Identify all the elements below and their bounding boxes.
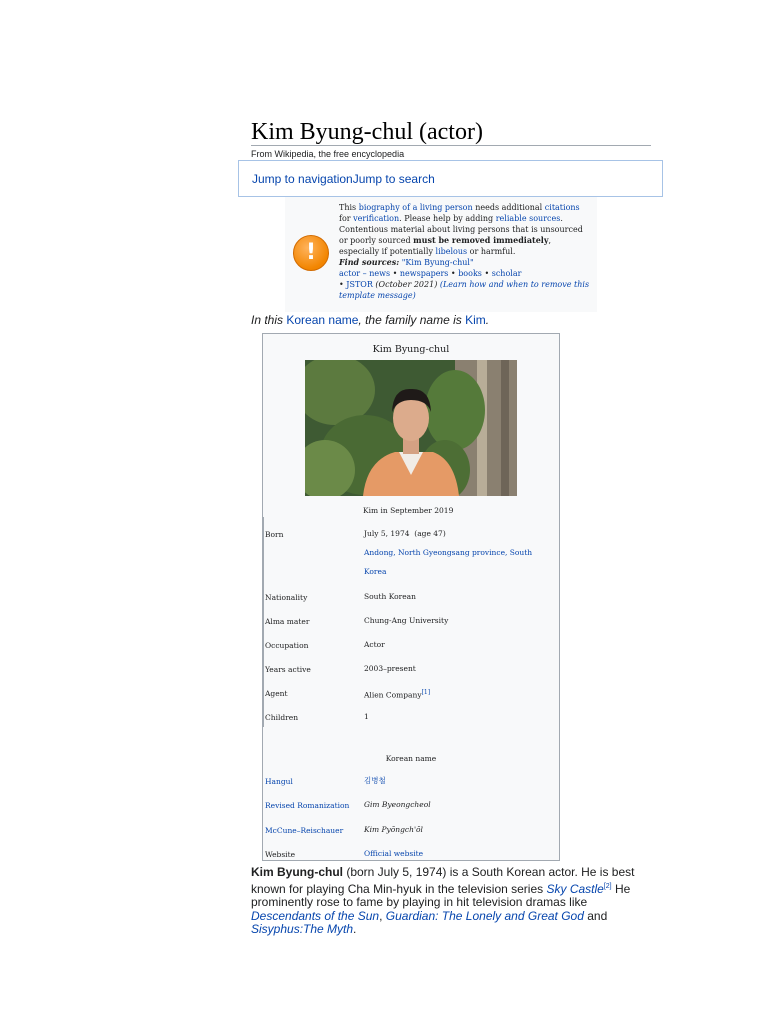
jump-links	[252, 172, 435, 186]
hatnote-text: , the family name is	[358, 313, 466, 327]
nationality-label: Nationality	[265, 593, 308, 602]
occupation-value: Actor	[364, 640, 385, 649]
verification-link[interactable]: verification	[353, 214, 400, 223]
descendants-of-the-sun-link[interactable]	[251, 909, 379, 923]
hatnote-text: .	[485, 313, 490, 327]
notice-text-part: . Please help by adding	[399, 214, 496, 223]
infobox	[262, 333, 560, 861]
lead-text: ,	[379, 908, 386, 923]
photo-caption: Kim in September 2019	[363, 506, 454, 515]
korean-name-link[interactable]: Korean name	[286, 313, 359, 327]
libelous-link[interactable]: libelous	[435, 247, 468, 256]
born-date: July 5, 1974	[364, 529, 410, 538]
occupation-label: Occupation	[265, 641, 309, 650]
children-label: Children	[265, 713, 299, 722]
notice-date: (October 2021)	[375, 280, 438, 289]
page-title: Kim Byung-chul (actor)	[251, 119, 483, 145]
bullet: •	[339, 280, 347, 289]
infobox-divider-right	[559, 517, 560, 727]
bullet: •	[448, 269, 459, 278]
jump-to-navigation-link[interactable]: Jump to navigation	[252, 172, 353, 186]
lead-text: and	[583, 908, 608, 923]
sky-castle-link[interactable]	[546, 882, 603, 896]
alma-mater-value: Chung-Ang University	[364, 616, 449, 625]
notice-text-part: . Contentious material about living persons that is unsourced or poorly sourced	[339, 214, 583, 245]
born-value	[364, 524, 554, 581]
maintenance-notice	[285, 197, 597, 312]
find-sources-label: Find sources:	[339, 257, 400, 267]
sisyphus-title: Sisyphus:The Myth	[251, 922, 354, 936]
nationality-value: South Korean	[364, 592, 416, 601]
kim-link[interactable]: Kim	[465, 313, 486, 327]
portrait-photo[interactable]	[305, 360, 517, 496]
lead-text: .	[353, 922, 357, 936]
sisyphus-link[interactable]	[251, 922, 353, 936]
jstor-link[interactable]: JSTOR	[346, 280, 373, 289]
descendants-title: Descendants of the Sun	[251, 908, 380, 923]
notice-text-part: This	[339, 203, 359, 212]
books-link[interactable]: books	[458, 269, 482, 278]
agent-label: Agent	[265, 689, 288, 698]
find-actor-link[interactable]: actor	[339, 269, 361, 278]
years-active-label: Years active	[265, 665, 311, 674]
learn-more-link[interactable]: (Learn how and when to remove this template message)	[339, 280, 590, 300]
agent-reference-link[interactable]: [1]	[421, 689, 431, 696]
mccune-reischauer-value: Kim Pyŏngch'ŏl	[364, 825, 423, 834]
mccune-reischauer-label-link[interactable]: McCune–Reischauer	[265, 826, 344, 835]
guardian-link[interactable]	[386, 909, 584, 923]
hangul-value-link[interactable]: 김병철	[364, 776, 386, 785]
newspapers-link[interactable]: newspapers	[399, 269, 449, 278]
birthplace-link[interactable]: Andong, North Gyeongsang province, South	[364, 548, 533, 557]
site-tagline: From Wikipedia, the free encyclopedia	[251, 149, 405, 159]
agent-name: Alien Company	[364, 690, 422, 700]
hatnote-text: In this	[251, 313, 287, 327]
korean-name-header: Korean name	[385, 754, 437, 763]
birthplace-country-link[interactable]: Korea	[364, 567, 387, 576]
citations-link[interactable]: citations	[544, 203, 580, 212]
hangul-label-link[interactable]: Hangul	[265, 777, 293, 786]
notice-bold-text: must be removed immediately	[413, 235, 549, 245]
notice-text-part: needs additional	[472, 203, 545, 212]
title-divider	[251, 145, 651, 146]
born-label: Born	[265, 530, 284, 539]
official-website-link[interactable]: Official website	[364, 849, 424, 858]
exclamation-warning-icon: !	[293, 235, 329, 271]
find-sources-query-link[interactable]: "Kim Byung-chul"	[401, 258, 474, 267]
alma-mater-label: Alma mater	[265, 617, 310, 626]
revised-romanization-label-link[interactable]: Revised Romanization	[265, 801, 350, 810]
scholar-link[interactable]: scholar	[491, 269, 522, 278]
guardian-title: Guardian: The Lonely and Great God	[385, 908, 584, 923]
notice-text-part: , especially if potentially	[339, 236, 552, 256]
years-active-value: 2003–present	[364, 664, 416, 673]
agent-value	[364, 683, 554, 705]
portrait-illustration	[305, 360, 517, 496]
lead-text: (born July 5, 1974) is a South Korean actor. He is best known for playing Cha Min-hyuk in the television series	[251, 865, 635, 896]
children-value: 1	[364, 712, 369, 721]
notice-text-part: for	[339, 214, 354, 223]
website-label: Website	[265, 850, 296, 859]
lead-text: He prominently rose to fame by playing in hit television dramas like	[251, 881, 631, 909]
revised-romanization-value: Gim Byeongcheol	[364, 800, 431, 809]
bullet: •	[481, 269, 492, 278]
jump-to-search-link[interactable]: Jump to search	[352, 172, 435, 186]
born-age: (age 47)	[414, 529, 446, 538]
infobox-title: Kim Byung-chul	[372, 344, 450, 355]
biography-link[interactable]: biography of a living person	[358, 203, 473, 212]
reference-2-link[interactable]: [2]	[603, 882, 612, 890]
notice-text-part: or harmful.	[467, 247, 516, 256]
separator: –	[360, 269, 370, 278]
reliable-sources-link[interactable]: reliable sources	[495, 214, 561, 223]
subject-name: Kim Byung-chul	[251, 865, 343, 879]
lead-paragraph	[251, 866, 651, 937]
infobox-divider-left	[263, 517, 264, 727]
jump-links-box	[238, 160, 663, 197]
notice-text	[339, 202, 591, 301]
news-link[interactable]: news	[369, 269, 391, 278]
hatnote	[251, 313, 489, 327]
bullet: •	[390, 269, 400, 278]
sky-castle-title: Sky Castle	[546, 881, 604, 896]
